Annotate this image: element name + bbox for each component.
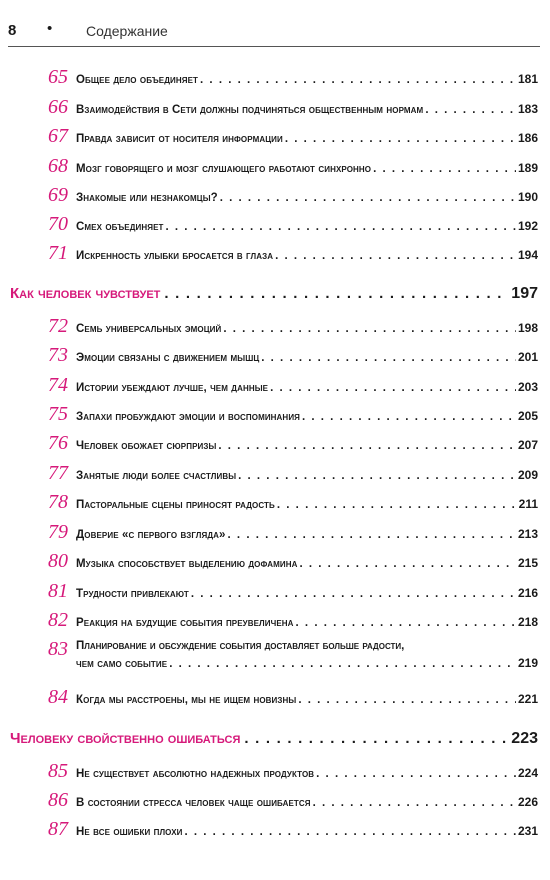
dot-leader [164, 285, 507, 302]
entry-title: Смех объединяет [76, 221, 164, 233]
dot-leader [275, 250, 516, 262]
entry-title: Истории убеждают лучше, чем данные [76, 382, 269, 394]
entry-number: 86 [48, 789, 68, 811]
entry-title: Эмоции связаны с движением мышц [76, 352, 260, 364]
dot-leader [298, 694, 516, 706]
entry-page: 219 [517, 656, 538, 670]
entry-title: Реакция на будущие события преувеличена [76, 617, 294, 629]
entry-title-line1: Планирование и обсуждение события доставляет больше радости, [76, 640, 405, 652]
entry-page: 213 [517, 527, 538, 541]
entry-page: 224 [517, 766, 538, 780]
entry-title: Не существует абсолютно надежных продуктов [76, 768, 315, 780]
entry-page: 221 [517, 692, 538, 706]
toc-entry-78[interactable] [48, 491, 538, 514]
toc-entry-70[interactable] [48, 213, 538, 236]
entry-title-line2: чем само событие [76, 658, 168, 670]
entry-title: Когда мы расстроены, мы не ищем новизны [76, 694, 297, 706]
entry-page: 218 [517, 615, 538, 629]
entry-number: 81 [48, 580, 68, 602]
running-header [0, 0, 550, 46]
entry-number: 66 [48, 96, 68, 118]
dot-leader [296, 617, 516, 629]
toc-entry-68[interactable] [48, 155, 538, 178]
dot-leader [166, 221, 516, 233]
entry-title: Музыка способствует выделению дофамина [76, 558, 298, 570]
dot-leader [261, 352, 516, 364]
entry-number: 74 [48, 374, 68, 396]
toc-entry-71[interactable] [48, 242, 538, 265]
header-bullet: • [47, 20, 53, 37]
entry-title: Семь универсальных эмоций [76, 323, 222, 335]
toc-entry-82[interactable] [48, 609, 538, 632]
dot-leader [191, 588, 516, 600]
entry-number: 70 [48, 213, 68, 235]
running-title: Содержание [86, 23, 168, 39]
entry-page: 194 [517, 248, 538, 262]
toc-entry-65[interactable] [48, 66, 538, 89]
header-rule [8, 46, 540, 47]
entry-title: Общее дело объединяет [76, 74, 199, 86]
dot-leader [244, 730, 507, 747]
dot-leader [277, 499, 517, 511]
toc-entry-72[interactable] [48, 315, 538, 338]
dot-leader [270, 382, 516, 394]
entry-page: 209 [517, 468, 538, 482]
entry-number: 71 [48, 242, 68, 264]
entry-number: 77 [48, 462, 68, 484]
entry-number: 83 [48, 638, 68, 660]
toc-entry-85[interactable] [48, 760, 538, 783]
entry-number: 76 [48, 432, 68, 454]
entry-page: 215 [517, 556, 538, 570]
entry-page: 211 [518, 497, 538, 511]
entry-number: 78 [48, 491, 68, 513]
dot-leader [302, 411, 516, 423]
page-number: 8 [8, 22, 17, 39]
entry-number: 65 [48, 66, 68, 88]
entry-page: 205 [517, 409, 538, 423]
toc-entry-66[interactable] [48, 96, 538, 119]
toc-entry-75[interactable] [48, 403, 538, 426]
toc-entry-80[interactable] [48, 550, 538, 573]
entry-title: Не все ошибки плохи [76, 826, 183, 838]
section-title: Человеку свойственно ошибаться [10, 730, 241, 747]
toc-entry-74[interactable] [48, 374, 538, 397]
toc-entry-77[interactable] [48, 462, 538, 485]
entry-title: Человек обожает сюрпризы [76, 440, 217, 452]
entry-number: 68 [48, 155, 68, 177]
toc-section-human-error[interactable] [10, 730, 538, 748]
toc-entry-84[interactable] [48, 686, 538, 709]
dot-leader [313, 797, 516, 809]
dot-leader [220, 192, 516, 204]
entry-page: 201 [517, 350, 538, 364]
toc-entry-73[interactable] [48, 344, 538, 367]
entry-page: 226 [517, 795, 538, 809]
entry-number: 87 [48, 818, 68, 840]
dot-leader [223, 323, 516, 335]
entry-number: 75 [48, 403, 68, 425]
entry-number: 67 [48, 125, 68, 147]
entry-number: 79 [48, 521, 68, 543]
dot-leader [184, 826, 515, 838]
toc-section-how-people-feel[interactable] [10, 285, 538, 303]
entry-title: В состоянии стресса человек чаще ошибается [76, 797, 311, 809]
toc-entry-67[interactable] [48, 125, 538, 148]
entry-number: 72 [48, 315, 68, 337]
entry-number: 85 [48, 760, 68, 782]
dot-leader [316, 768, 516, 780]
entry-title: Доверие «с первого взгляда» [76, 529, 226, 541]
entry-page: 189 [517, 161, 538, 175]
entry-page: 183 [517, 102, 538, 116]
toc-entry-76[interactable] [48, 432, 538, 455]
entry-page: 198 [517, 321, 538, 335]
entry-page: 192 [517, 219, 538, 233]
dot-leader [228, 529, 516, 541]
entry-number: 69 [48, 184, 68, 206]
entry-number: 82 [48, 609, 68, 631]
toc-entry-69[interactable] [48, 184, 538, 207]
toc-entry-79[interactable] [48, 521, 538, 544]
entry-page: 181 [517, 72, 538, 86]
entry-number: 84 [48, 686, 68, 708]
entry-title: Мозг говорящего и мозг слушающего работают синхронно [76, 163, 372, 175]
dot-leader [299, 558, 516, 570]
entry-page: 190 [517, 190, 538, 204]
entry-page: 203 [517, 380, 538, 394]
entry-title: Знакомые или незнакомцы? [76, 192, 218, 204]
entry-page: 216 [517, 586, 538, 600]
section-title: Как человек чувствует [10, 285, 161, 302]
section-page: 197 [511, 285, 538, 302]
entry-title: Запахи пробуждают эмоции и воспоминания [76, 411, 301, 423]
dot-leader [218, 440, 516, 452]
entry-title: Правда зависит от носителя информации [76, 133, 283, 145]
section-page: 223 [511, 730, 538, 747]
dot-leader [169, 658, 516, 670]
dot-leader [425, 104, 516, 116]
dot-leader [200, 74, 516, 86]
entry-number: 80 [48, 550, 68, 572]
dot-leader [373, 163, 516, 175]
toc-entry-87[interactable] [48, 818, 538, 841]
entry-title: Занятые люди более счастливы [76, 470, 237, 482]
dot-leader [238, 470, 516, 482]
entry-page: 207 [517, 438, 538, 452]
dot-leader [285, 133, 516, 145]
toc-entry-86[interactable] [48, 789, 538, 812]
toc-entry-81[interactable] [48, 580, 538, 603]
entry-number: 73 [48, 344, 68, 366]
entry-title: Взаимодействия в Сети должны подчиняться общественным нормам [76, 104, 424, 116]
entry-page: 186 [517, 131, 538, 145]
entry-title: Трудности привлекают [76, 588, 189, 600]
entry-title: Пасторальные сцены приносят радость [76, 499, 275, 511]
entry-title: Искренность улыбки бросается в глаза [76, 250, 274, 262]
entry-page: 231 [517, 824, 538, 838]
toc-entry-83[interactable] [48, 638, 538, 670]
